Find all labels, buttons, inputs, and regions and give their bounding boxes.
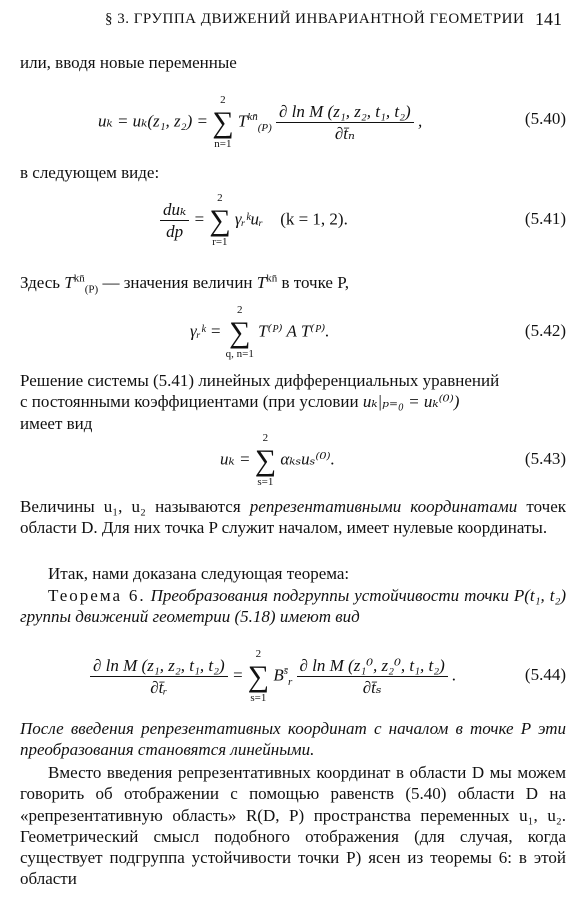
here-mid: — значения величин bbox=[102, 273, 253, 292]
theorem-text: Преобразования подгруппы устойчивости точки P(t₁, t₂) группы движений геометрии (5.18) имеют вид bbox=[20, 586, 567, 627]
page-header bbox=[0, 8, 578, 34]
proved-line: Итак, нами доказана следующая теорема: bbox=[48, 564, 350, 583]
eq544-left-fraction bbox=[90, 655, 228, 699]
solution-line-2-text: с постоянными коэффициентами (при условии bbox=[20, 392, 359, 412]
sum-upper: 2 bbox=[255, 648, 262, 660]
after-italic: После введения репрезентативных координат с началом в точке P эти преобразования становятся линейными. bbox=[20, 719, 566, 760]
solution-paragraph bbox=[20, 370, 566, 434]
fraction-denominator: ∂t̄ₛ bbox=[362, 678, 382, 698]
eq543-lhs: uₖ = bbox=[220, 449, 251, 469]
fraction-numerator: ∂ ln M (z₁, z₂, t₁, t₂) bbox=[90, 655, 228, 677]
equals-sign: = bbox=[193, 209, 205, 229]
intro-line: или, вводя новые переменные bbox=[20, 53, 237, 72]
eq541-term: γᵣᵏuᵣ bbox=[234, 209, 264, 229]
eq540-fraction bbox=[276, 101, 414, 145]
equation-number: (5.43) bbox=[524, 449, 566, 468]
eq543-term: αₖₛuₛ⁽⁰⁾. bbox=[280, 449, 335, 469]
fraction-numerator: ∂ ln M (z₁, z₂, t₁, t₂) bbox=[276, 101, 414, 123]
eq544-tail: . bbox=[452, 665, 457, 685]
fraction-denominator: ∂t̄ₙ bbox=[334, 124, 355, 144]
sum-upper: 2 bbox=[262, 432, 269, 444]
sum-symbol: 2 ∑ r=1 bbox=[209, 192, 231, 248]
fraction-denominator: dp bbox=[166, 222, 184, 242]
quantities-paragraph bbox=[20, 496, 566, 539]
after-paragraph bbox=[20, 718, 566, 761]
eq542-lhs: γᵣᵏ = bbox=[190, 321, 222, 341]
sum-symbol: 2 ∑ s=1 bbox=[247, 648, 270, 704]
theorem-label: Теорема 6. bbox=[48, 586, 146, 605]
quantities-text-3: имеет нулевые координаты. bbox=[346, 518, 548, 538]
here-line: Здесь $T^{kn̄}_{(P)}$ — значения величин $T^{kn̄}$ в точке P, bbox=[20, 272, 350, 296]
eq544-coef: B bbox=[273, 665, 284, 685]
sum-lower: q, n=1 bbox=[225, 347, 254, 360]
eq540-tail: , bbox=[417, 111, 423, 131]
solution-line-1: Решение системы (5.41) линейных дифференциальных уравнений bbox=[20, 371, 500, 390]
equation-5-40: uₖ = uₖ(z₁, z₂) = 2 ∑ n=1 $T^{kn̄}_{(P)}$ $\frac{\text{∂ ln M (z₁, z₂, t₁, t₂)}}{\text{∂t̄ₙ}}$ , (5.40) bbox=[98, 94, 566, 150]
eq540-lhs: uₖ = uₖ(z₁, z₂) = bbox=[98, 111, 208, 131]
fraction-denominator: ∂t̄ᵣ bbox=[150, 678, 168, 698]
eq540-term: T bbox=[237, 111, 248, 131]
equation-number: (5.40) bbox=[524, 109, 566, 128]
equation-number: (5.42) bbox=[524, 321, 566, 340]
equals-sign: = bbox=[231, 665, 244, 685]
quantities-text-2: точек области D. Для них точка P служит началом, bbox=[20, 497, 566, 538]
sum-symbol: 2 ∑ n=1 bbox=[212, 94, 234, 150]
equation-5-44: $\frac{\text{∂ ln M (z₁, z₂, t₁, t₂)}}{\text{∂t̄ᵣ}}$ = 2 ∑ s=1 $B^{s̄}_r$ $\frac{\text{∂ ln M (z₁⁰, z₂⁰, t₁, t₂)}}{\text{∂t̄ₛ}}$ . (5.44) bbox=[20, 648, 566, 712]
sum-upper: 2 bbox=[217, 192, 223, 204]
theorem-paragraph bbox=[20, 585, 566, 628]
sum-lower: n=1 bbox=[214, 137, 232, 150]
sum-lower: s=1 bbox=[250, 691, 267, 704]
here-suffix: в точке P, bbox=[281, 273, 350, 292]
quantities-italic: репрезентативными координатами bbox=[249, 497, 518, 516]
quantities-text-1: Величины u₁, u₂ называются bbox=[20, 497, 241, 516]
eq544-right-fraction bbox=[297, 655, 448, 699]
eq541-condition: (k = 1, 2). bbox=[280, 209, 348, 229]
equation-number: (5.44) bbox=[524, 665, 566, 684]
in-form-line: в следующем виде: bbox=[20, 163, 160, 182]
equation-5-43 bbox=[20, 432, 566, 494]
eq541-fraction bbox=[160, 199, 189, 243]
equation-5-41 bbox=[20, 190, 566, 256]
equation-number: (5.41) bbox=[524, 209, 566, 228]
sum-lower: s=1 bbox=[257, 475, 274, 488]
sum-lower: r=1 bbox=[212, 235, 228, 248]
sum-symbol: 2 ∑ s=1 bbox=[254, 432, 277, 488]
sum-upper: 2 bbox=[237, 304, 243, 316]
equation-5-42 bbox=[20, 304, 566, 366]
sum-symbol: 2 ∑ q, n=1 bbox=[225, 304, 254, 360]
last-paragraph: Вместо введения репрезентативных координат в области D мы можем говорить об отображении с помощью равенств (5.40) области D на «репрезентативную область» R(D, P) пространства переменных u₁, u₂. Геометрический смысл подобного отображения (для случая, когда существует подгруппа устойчивости точки P) ясен из теоремы 6: в этой области bbox=[20, 763, 566, 889]
solution-line-3: имеет вид bbox=[20, 413, 93, 433]
fraction-numerator: ∂ ln M (z₁⁰, z₂⁰, t₁, t₂) bbox=[297, 655, 448, 677]
fraction-numerator: duₖ bbox=[160, 199, 189, 221]
eq542-term: T⁽ᴾ⁾ A T⁽ᴾ⁾. bbox=[258, 321, 330, 341]
page-number: 141 bbox=[535, 9, 562, 29]
solution-condition: uₖ|ₚ₌₀ = uₖ⁽⁰⁾) bbox=[362, 392, 460, 412]
here-prefix: Здесь bbox=[20, 273, 61, 292]
solution-line-2 bbox=[20, 391, 566, 412]
running-head: § 3. ГРУППА ДВИЖЕНИЙ ИНВАРИАНТНОЙ ГЕОМЕТРИИ bbox=[105, 11, 525, 27]
sum-upper: 2 bbox=[220, 94, 226, 106]
